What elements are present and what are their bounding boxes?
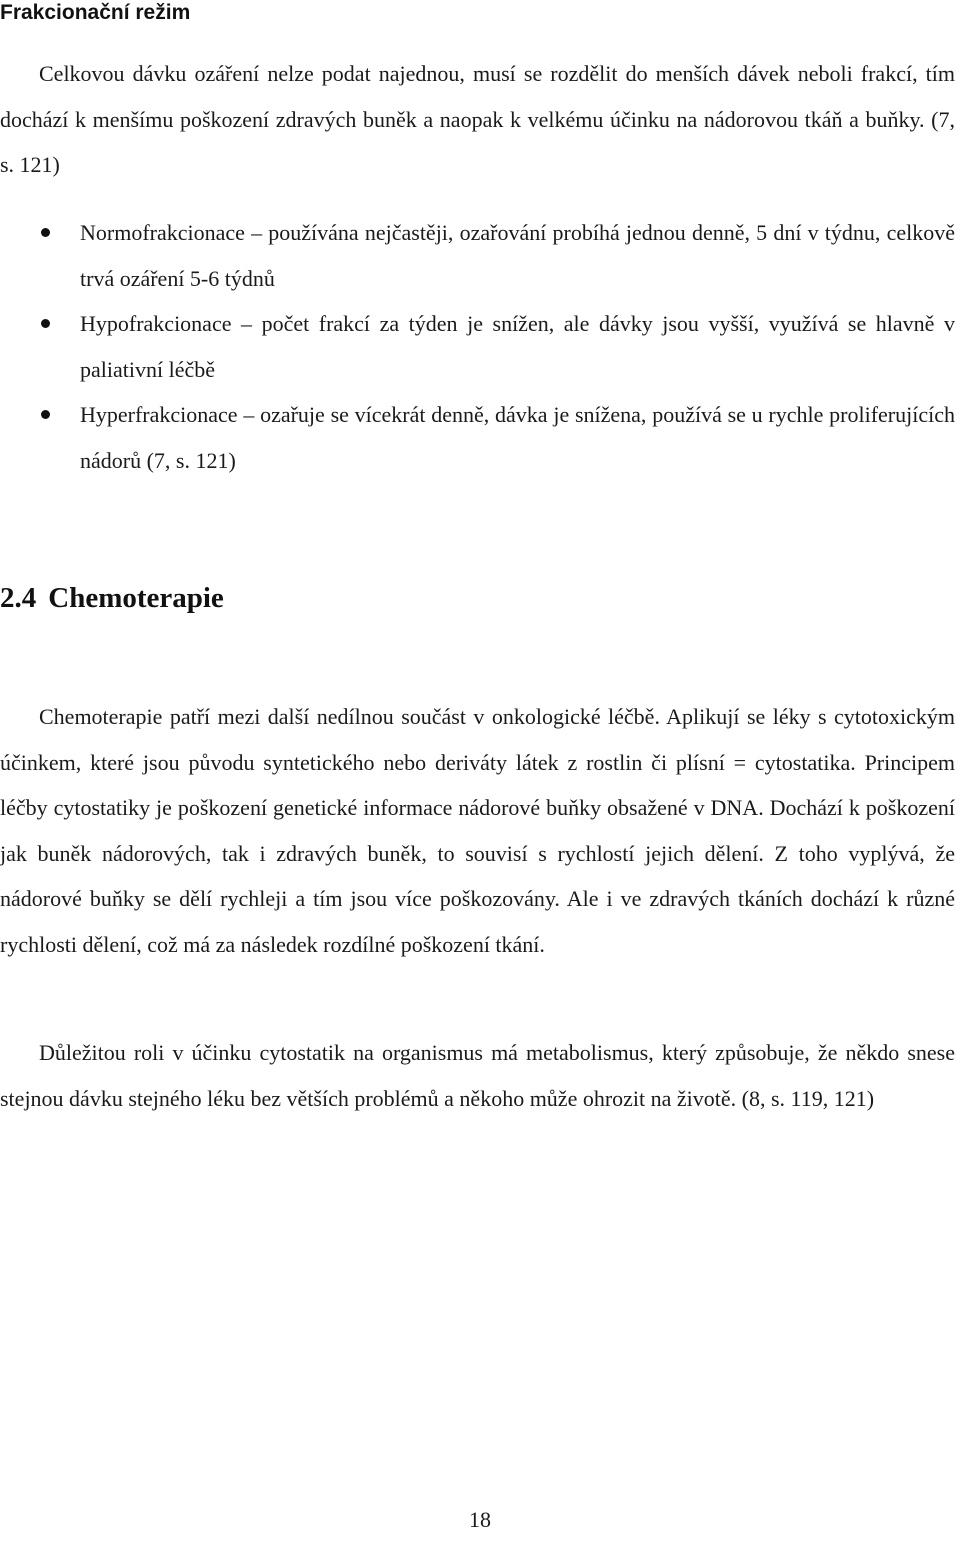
page-number: 18 — [469, 1507, 491, 1532]
chemotherapy-paragraph: Chemoterapie patří mezi další nedílnou součást v onkologické léčbě. Aplikují se léky s cytotoxickým účinkem, které jsou původu syntetického nebo deriváty látek z rostlin či plísní = cytostatika. Principem léčby cytostatiky je poškození genetické informace nádorové buňky obsažené v DNA. Dochází k poškození jak buněk nádorových, tak i zdravých buněk, to souvisí s rychlostí jejich dělení. Z toho vyplývá, že nádorové buňky se dělí rychleji a tím jsou více poškozovány. Ale i ve zdravých tkáních dochází k různé rychlosti dělení, což má za následek rozdílné poškození tkání. — [0, 704, 955, 957]
metabolism-paragraph: Důležitou roli v účinku cytostatik na organismus má metabolismus, který způsobuje, že někdo snese stejnou dávku stejného léku bez větších problémů a někoho může ohrozit na životě. (8, s. 119, 121) — [0, 1040, 955, 1111]
chapter-title: Chemoterapie — [48, 582, 224, 614]
list-item-text: Hypofrakcionace – počet frakcí za týden je snížen, ale dávky jsou vyšší, využívá se hlavně v paliativní léčbě — [80, 311, 955, 382]
chapter-heading — [0, 578, 224, 618]
list-item-hyperfrakcionace — [0, 392, 955, 483]
list-item-normofrakcionace — [0, 210, 955, 301]
intro-paragraph: Celkovou dávku ozáření nelze podat najednou, musí se rozdělit do menších dávek neboli frakcí, tím dochází k menšímu poškození zdravých buněk a naopak k velkému účinku na nádorovou tkáň a buňky. (7, s. 121) — [0, 61, 955, 177]
chapter-number: 2.4 — [0, 582, 37, 614]
list-item-hypofrakcionace — [0, 301, 955, 392]
bullet-icon — [41, 228, 50, 237]
bullet-icon — [41, 319, 50, 328]
bullet-icon — [41, 410, 50, 419]
list-item-text: Normofrakcionace – používána nejčastěji, ozařování probíhá jednou denně, 5 dní v týdnu, celkově trvá ozáření 5-6 týdnů — [80, 220, 955, 291]
fractionation-list — [0, 210, 955, 483]
section-heading: Frakcionační režim — [0, 1, 191, 24]
list-item-text: Hyperfrakcionace – ozařuje se vícekrát denně, dávka je snížena, používá se u rychle proliferujících nádorů (7, s. 121) — [80, 402, 955, 473]
